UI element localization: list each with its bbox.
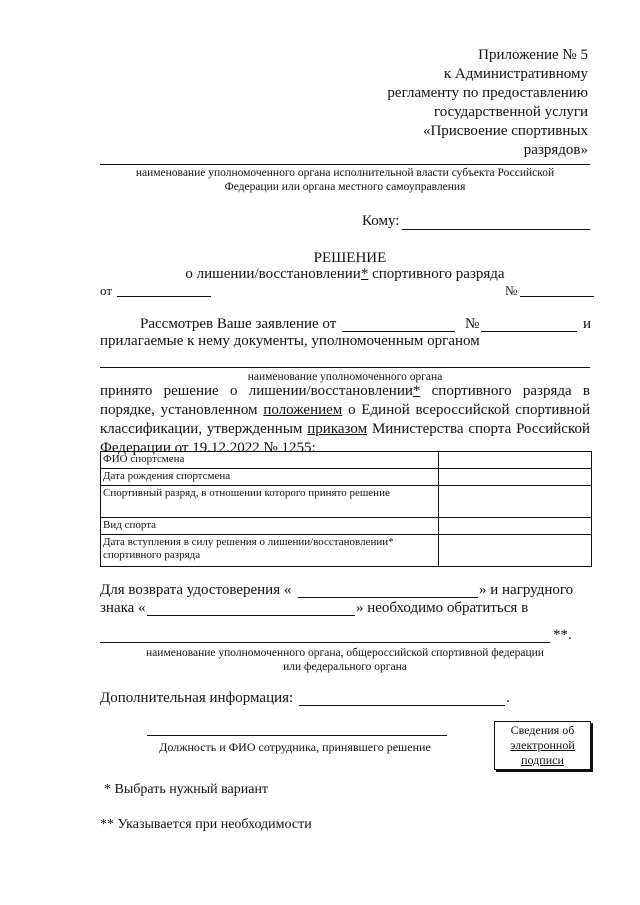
appendix-line: разрядов» bbox=[523, 142, 588, 158]
to-field[interactable] bbox=[402, 229, 590, 230]
authority-name-line[interactable] bbox=[100, 164, 590, 165]
document-subtitle bbox=[100, 266, 590, 283]
text: Министерства спорта Российской bbox=[367, 421, 590, 437]
footnote-mark: * bbox=[360, 266, 369, 282]
row-value-cell[interactable] bbox=[439, 452, 592, 469]
regulation-link[interactable]: положением bbox=[263, 402, 343, 418]
row-label: Дата рождения спортсмена bbox=[101, 469, 439, 486]
additional-info-field[interactable] bbox=[299, 705, 505, 706]
table-row bbox=[101, 452, 592, 469]
table-row bbox=[101, 469, 592, 486]
number-label: № bbox=[465, 316, 480, 332]
text: порядке, установленном bbox=[100, 402, 264, 418]
row-value-cell[interactable] bbox=[439, 486, 592, 518]
application-date-field[interactable] bbox=[342, 331, 455, 332]
return-text: » необходимо обратиться в bbox=[356, 600, 529, 616]
footnote-mark: **. bbox=[553, 627, 572, 643]
additional-info-label: Дополнительная информация: bbox=[100, 690, 294, 706]
date-field[interactable] bbox=[117, 296, 211, 297]
table-row bbox=[101, 518, 592, 535]
footnote-1: * Выбрать нужный вариант bbox=[104, 782, 269, 797]
certificate-field[interactable] bbox=[298, 597, 478, 598]
caption-line: или федерального органа bbox=[283, 661, 407, 673]
to-label: Кому: bbox=[362, 213, 400, 229]
number-label: № bbox=[505, 283, 518, 298]
return-text: знака « bbox=[100, 600, 146, 616]
review-text: прилагаемые к нему документы, уполномоченным органом bbox=[100, 333, 480, 349]
table-row bbox=[101, 486, 592, 518]
footnote-2: ** Указывается при необходимости bbox=[100, 817, 312, 832]
decision-line bbox=[100, 382, 590, 401]
number-field[interactable] bbox=[520, 296, 594, 297]
row-label: Вид спорта bbox=[101, 518, 439, 535]
text: о Единой всероссийской спортивной bbox=[342, 402, 590, 418]
row-value-cell[interactable] bbox=[439, 518, 592, 535]
caption-line: Федерации или органа местного самоуправления bbox=[224, 181, 466, 193]
subtitle-text: о лишении/восстановлении bbox=[185, 266, 361, 282]
footnote-mark: * bbox=[412, 383, 421, 399]
application-number-field[interactable] bbox=[481, 331, 577, 332]
appendix-line: «Присвоение спортивных bbox=[422, 123, 588, 139]
row-label: Спортивный разряд, в отношении которого принято решение bbox=[101, 486, 439, 518]
return-text: » и нагрудного bbox=[479, 582, 574, 598]
caption-line: наименование уполномоченного органа исполнительной власти субъекта Российской bbox=[135, 167, 555, 179]
organ-caption: наименование уполномоченного органа bbox=[247, 371, 443, 383]
electronic-signature-box bbox=[494, 721, 591, 770]
return-text: Для возврата удостоверения « bbox=[100, 582, 292, 598]
review-text: Рассмотрев Ваше заявление от bbox=[140, 316, 337, 332]
row-value-cell[interactable] bbox=[439, 535, 592, 567]
esign-line: электронной bbox=[510, 738, 575, 752]
appendix-line: государственной услуги bbox=[434, 104, 588, 120]
appendix-line: Приложение № 5 bbox=[478, 47, 588, 63]
caption-line: наименование уполномоченного органа, общероссийской спортивной федерации bbox=[146, 647, 544, 659]
athlete-info-table bbox=[100, 451, 592, 567]
from-label: от bbox=[100, 283, 113, 298]
table-row bbox=[101, 535, 592, 567]
text: спортивного разряда в bbox=[420, 383, 590, 399]
federation-caption bbox=[100, 646, 590, 674]
badge-field[interactable] bbox=[147, 615, 355, 616]
decision-line bbox=[100, 401, 590, 420]
appendix-header bbox=[387, 46, 588, 160]
period: . bbox=[506, 690, 510, 706]
signature-caption: Должность и ФИО сотрудника, принявшего решение bbox=[159, 740, 431, 754]
row-label: Дата вступления в силу решения о лишении/восстановлении* спортивного разряда bbox=[101, 535, 439, 567]
organ-name-line[interactable] bbox=[100, 367, 590, 368]
row-label: ФИО спортсмена bbox=[101, 452, 439, 469]
decision-paragraph bbox=[100, 382, 590, 458]
esign-line: Сведения об bbox=[510, 723, 575, 737]
decision-line bbox=[100, 420, 590, 439]
text: принято решение о лишении/восстановлении bbox=[100, 383, 413, 399]
signature-line[interactable] bbox=[147, 735, 447, 736]
authority-caption bbox=[100, 166, 590, 194]
row-value-cell[interactable] bbox=[439, 469, 592, 486]
document-title: РЕШЕНИЕ bbox=[313, 250, 387, 266]
appendix-line: регламенту по предоставлению bbox=[387, 85, 588, 101]
order-link[interactable]: приказом bbox=[307, 421, 368, 437]
federation-name-line[interactable] bbox=[100, 642, 550, 643]
review-text: и bbox=[583, 316, 592, 332]
text: классификации, утвержденным bbox=[100, 421, 308, 437]
appendix-line: к Административному bbox=[443, 66, 588, 82]
decision-line: Федерации от 19.12.2022 № 1255: bbox=[100, 440, 316, 456]
subtitle-text: спортивного разряда bbox=[368, 266, 505, 282]
esign-line: подписи bbox=[521, 753, 564, 767]
